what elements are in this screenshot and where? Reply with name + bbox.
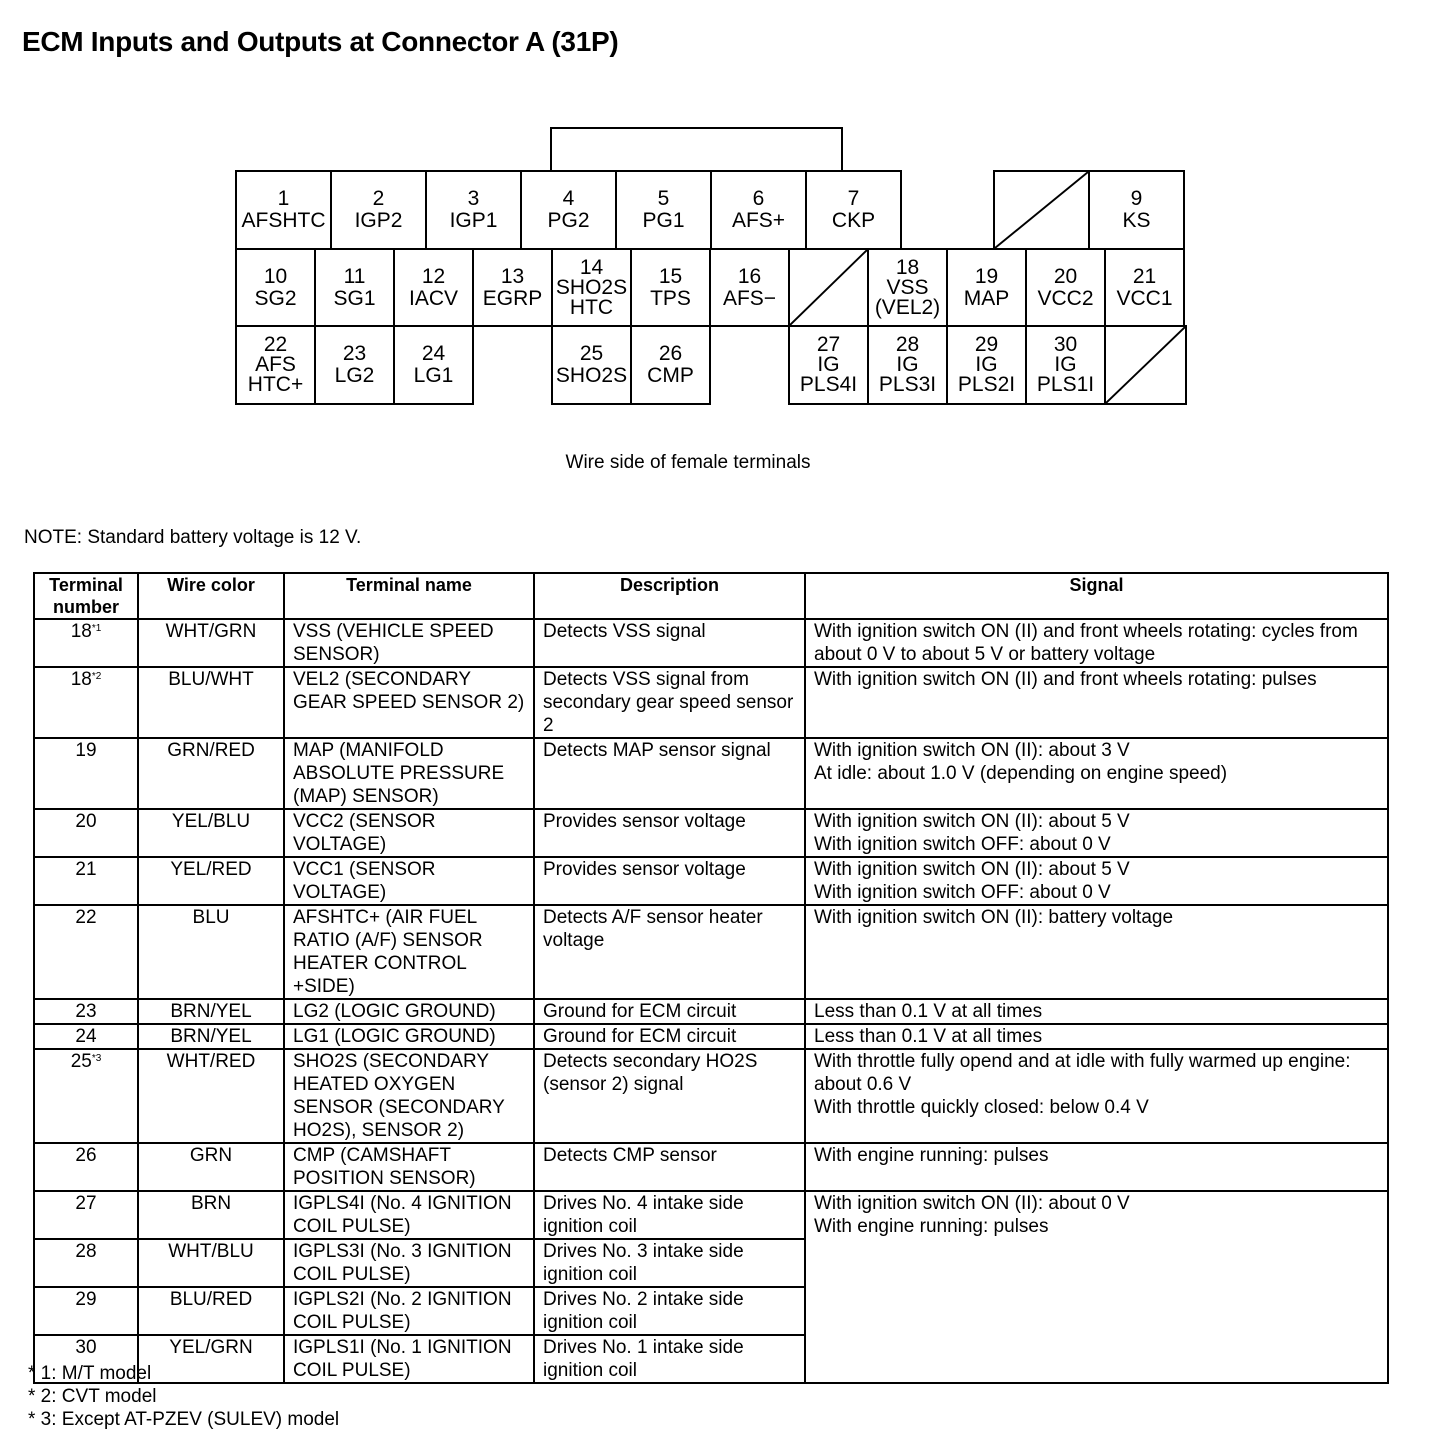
table-row [34,1143,1388,1191]
table-row [34,1024,1388,1049]
footnote: * 3: Except AT-PZEV (SULEV) model [28,1409,340,1430]
terminal-29: 29 IG PLS2I [946,325,1027,405]
cell-terminal-number: 21 [34,857,138,905]
table-row [34,738,1388,809]
cell-description: Detects A/F sensor heater voltage [534,905,805,999]
cell-terminal-name: LG1 (LOGIC GROUND) [284,1024,534,1049]
cell-terminal-name: VEL2 (SECONDARY GEAR SPEED SENSOR 2) [284,667,534,738]
cell-terminal-number: 18$^{*2}$ [34,667,138,738]
header-wire-color: Wire color [138,573,284,619]
cell-description: Drives No. 1 intake side ignition coil [534,1335,805,1383]
terminal-12: 12 IACV [393,248,474,327]
cell-terminal-number: 24 [34,1024,138,1049]
table-row [34,619,1388,667]
cell-terminal-number: 30 [34,1335,138,1383]
cell-description: Drives No. 3 intake side ignition coil [534,1239,805,1287]
cell-signal: With engine running: pulses [805,1143,1388,1191]
terminal-1: 1 AFSHTC [235,170,332,250]
terminal-28: 28 IG PLS3I [867,325,948,405]
cell-terminal-number: 25$^{*3}$ [34,1049,138,1143]
header-terminal-number: Terminal number [34,573,138,619]
cell-terminal-name: VCC1 (SENSOR VOLTAGE) [284,857,534,905]
cell-wire-color: BRN/YEL [138,999,284,1024]
cell-signal: With ignition switch ON (II) and front wheels rotating: cycles from about 0 V to about 5 V or battery voltage [805,619,1388,667]
terminal-20: 20 VCC2 [1025,248,1106,327]
battery-note: NOTE: Standard battery voltage is 12 V. [24,527,362,548]
cell-terminal-number: 18$^{*1}$ [34,619,138,667]
cell-signal: With ignition switch ON (II): battery voltage [805,905,1388,999]
cell-wire-color: BLU [138,905,284,999]
terminal-25: 25 SHO2S [551,325,632,405]
cell-terminal-number: 29 [34,1287,138,1335]
terminal-5: 5 PG1 [615,170,712,250]
cell-signal: Less than 0.1 V at all times [805,999,1388,1024]
footnotes [28,1362,339,1431]
terminal-19: 19 MAP [946,248,1027,327]
terminal-24: 24 LG1 [393,325,474,405]
table-row [34,905,1388,999]
cell-terminal-number: 20 [34,809,138,857]
cell-terminal-number: 19 [34,738,138,809]
table-row [34,857,1388,905]
cell-terminal-name: MAP (MANIFOLD ABSOLUTE PRESSURE (MAP) SENSOR) [284,738,534,809]
cell-wire-color: YEL/RED [138,857,284,905]
terminal-3: 3 IGP1 [425,170,522,250]
cell-terminal-name: CMP (CAMSHAFT POSITION SENSOR) [284,1143,534,1191]
cell-signal: Less than 0.1 V at all times [805,1024,1388,1049]
header-signal: Signal [805,573,1388,619]
cell-signal: With ignition switch ON (II): about 3 V At idle: about 1.0 V (depending on engine speed) [805,738,1388,809]
terminal-13: 13 EGRP [472,248,553,327]
footnote: * 2: CVT model [28,1386,157,1407]
cell-wire-color: WHT/BLU [138,1239,284,1287]
cell-wire-color: WHT/GRN [138,619,284,667]
cell-description: Provides sensor voltage [534,857,805,905]
terminal-23: 23 LG2 [314,325,395,405]
terminal-9: 9 KS [1088,170,1185,250]
cell-wire-color: WHT/RED [138,1049,284,1143]
cell-description: Ground for ECM circuit [534,999,805,1024]
table-row [34,999,1388,1024]
terminal-17-blank [788,248,869,327]
cell-description: Drives No. 4 intake side ignition coil [534,1191,805,1239]
terminal-26: 26 CMP [630,325,711,405]
terminal-22: 22 AFS HTC+ [235,325,316,405]
cell-signal: With throttle fully opend and at idle with fully warmed up engine: about 0.6 V With throttle quickly closed: below 0.4 V [805,1049,1388,1143]
cell-signal: With ignition switch ON (II) and front wheels rotating: pulses [805,667,1388,738]
terminal-4: 4 PG2 [520,170,617,250]
terminal-16: 16 AFS− [709,248,790,327]
cell-terminal-name: IGPLS3I (No. 3 IGNITION COIL PULSE) [284,1239,534,1287]
cell-terminal-name: AFSHTC+ (AIR FUEL RATIO (A/F) SENSOR HEATER CONTROL +SIDE) [284,905,534,999]
cell-description: Detects CMP sensor [534,1143,805,1191]
table-header-row [34,573,1388,619]
cell-terminal-name: LG2 (LOGIC GROUND) [284,999,534,1024]
footnote: * 1: M/T model [28,1363,152,1384]
connector-diagram [0,0,1440,500]
cell-terminal-name: IGPLS1I (No. 1 IGNITION COIL PULSE) [284,1335,534,1383]
header-terminal-name: Terminal name [284,573,534,619]
terminal-14: 14 SHO2S HTC [551,248,632,327]
page-title: ECM Inputs and Outputs at Connector A (31P) [22,26,619,57]
connector-latch [550,127,843,173]
terminal-8-blank [993,170,1090,250]
terminal-18: 18 VSS (VEL2) [867,248,948,327]
cell-wire-color: GRN/RED [138,738,284,809]
terminal-table [33,572,1389,1384]
cell-terminal-number: 28 [34,1239,138,1287]
terminal-27: 27 IG PLS4I [788,325,869,405]
cell-terminal-name: IGPLS2I (No. 2 IGNITION COIL PULSE) [284,1287,534,1335]
cell-description: Detects VSS signal from secondary gear speed sensor 2 [534,667,805,738]
cell-wire-color: BLU/WHT [138,667,284,738]
cell-wire-color: BRN [138,1191,284,1239]
terminal-10: 10 SG2 [235,248,316,327]
terminal-11: 11 SG1 [314,248,395,327]
footnote-mark: *2 [91,671,102,682]
cell-signal: With ignition switch ON (II): about 5 V With ignition switch OFF: about 0 V [805,809,1388,857]
connector-caption: Wire side of female terminals [565,452,811,473]
table-row [34,1049,1388,1143]
cell-terminal-name: VSS (VEHICLE SPEED SENSOR) [284,619,534,667]
cell-description: Detects VSS signal [534,619,805,667]
terminal-30: 30 IG PLS1I [1025,325,1106,405]
terminal-15: 15 TPS [630,248,711,327]
cell-terminal-name: VCC2 (SENSOR VOLTAGE) [284,809,534,857]
cell-terminal-name: SHO2S (SECONDARY HEATED OXYGEN SENSOR (SECONDARY HO2S), SENSOR 2) [284,1049,534,1143]
terminal-6: 6 AFS+ [710,170,807,250]
cell-wire-color: YEL/GRN [138,1335,284,1383]
terminal-2: 2 IGP2 [330,170,427,250]
cell-terminal-name: IGPLS4I (No. 4 IGNITION COIL PULSE) [284,1191,534,1239]
cell-signal: With ignition switch ON (II): about 0 V With engine running: pulses [805,1191,1388,1383]
cell-wire-color: BLU/RED [138,1287,284,1335]
cell-description: Detects MAP sensor signal [534,738,805,809]
cell-description: Ground for ECM circuit [534,1024,805,1049]
terminal-21: 21 VCC1 [1104,248,1185,327]
cell-terminal-number: 27 [34,1191,138,1239]
cell-wire-color: BRN/YEL [138,1024,284,1049]
cell-wire-color: YEL/BLU [138,809,284,857]
cell-description: Detects secondary HO2S (sensor 2) signal [534,1049,805,1143]
table-row [34,809,1388,857]
cell-signal: With ignition switch ON (II): about 5 V With ignition switch OFF: about 0 V [805,857,1388,905]
header-description: Description [534,573,805,619]
footnote-mark: *1 [91,623,102,634]
terminal-31-blank [1104,325,1187,405]
cell-terminal-number: 22 [34,905,138,999]
cell-description: Provides sensor voltage [534,809,805,857]
footnote-mark: *3 [91,1053,102,1064]
table-row [34,1191,1388,1239]
cell-description: Drives No. 2 intake side ignition coil [534,1287,805,1335]
table-row [34,667,1388,738]
terminal-7: 7 CKP [805,170,902,250]
cell-terminal-number: 26 [34,1143,138,1191]
cell-wire-color: GRN [138,1143,284,1191]
cell-terminal-number: 23 [34,999,138,1024]
